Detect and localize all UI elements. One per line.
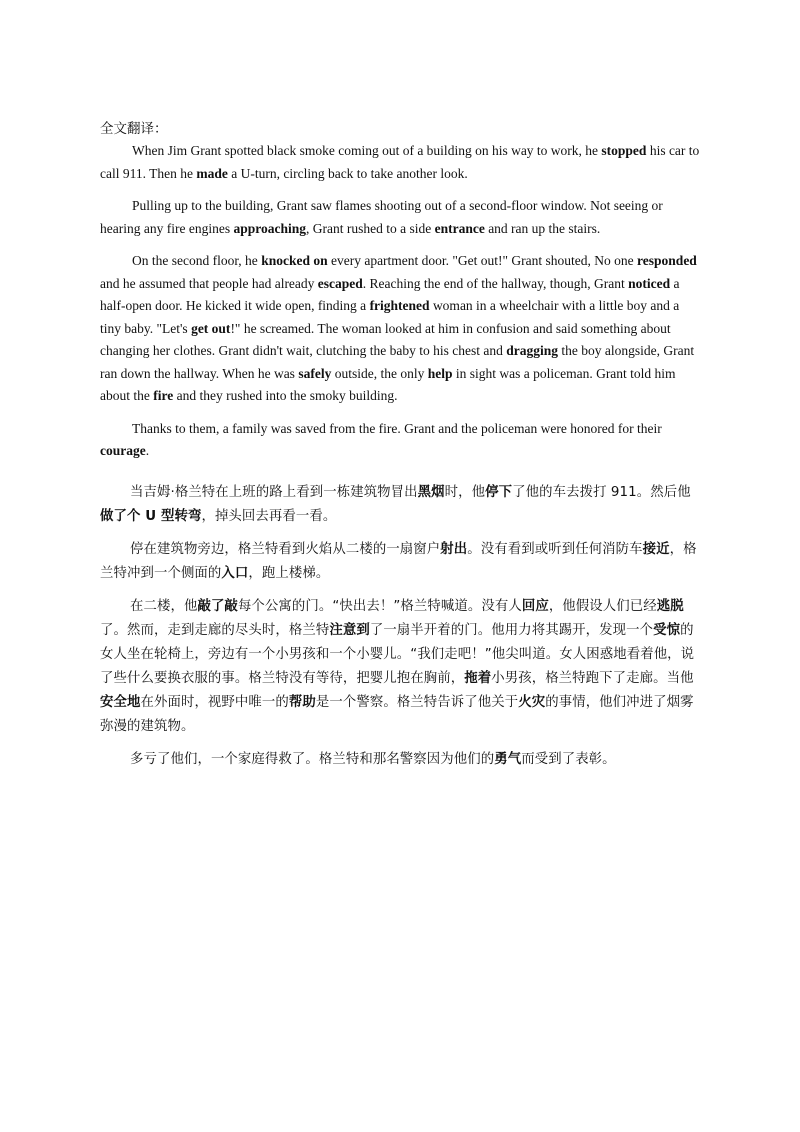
text-segment: ，跑上楼梯。: [248, 565, 330, 581]
text-segment: 小男孩，格兰特跑下了走廊。当他: [491, 670, 694, 686]
bold-keyword: safely: [298, 365, 332, 381]
bold-keyword: entrance: [434, 220, 485, 236]
document-page: [100, 118, 703, 781]
text-segment: woman in a wheelchair with a little boy and a tiny baby. "Let's: [100, 298, 683, 336]
text-segment: outside, the only: [331, 365, 428, 381]
text-segment: a U-turn, circling back to take another look.: [227, 165, 468, 181]
bold-keyword: 敲了敲: [197, 598, 238, 614]
text-segment: his car to call 911. Then he: [100, 143, 703, 181]
bold-keyword: noticed: [628, 275, 671, 291]
bold-keyword: escaped: [317, 275, 363, 291]
text-segment: 停在建筑物旁边，格兰特看到火焰从二楼的一扇窗户: [130, 541, 441, 557]
text-segment: 的女人坐在轮椅上，旁边有一个小男孩和一个小婴儿。“我们走吧！”他尖叫道。女人困惑地看着他，说了些什么要换衣服的事。格兰特没有等待，把婴儿抱在胸前，: [100, 622, 695, 686]
text-segment: 当吉姆·格兰特在上班的路上看到一栋建筑物冒出: [130, 484, 418, 500]
bold-keyword: 注意到: [329, 622, 370, 638]
chinese-paragraph-2: [100, 538, 700, 586]
bold-keyword: courage: [100, 443, 146, 458]
text-segment: On the second floor, he: [132, 253, 262, 268]
text-segment: 在外面时，视野中唯一的: [140, 694, 289, 710]
text-segment: 的事情，他们冲进了烟雾弥漫的建筑物。: [100, 694, 694, 734]
text-segment: Pulling up to the building, Grant saw flames shooting out of a second-floor window. Not seeing or hearing any fire engines: [100, 198, 667, 236]
bold-keyword: 勇气: [494, 751, 522, 767]
bold-keyword: dragging: [506, 343, 558, 358]
chinese-translation: [100, 481, 700, 772]
text-segment: ，掉头回去再看一看。: [201, 508, 337, 524]
text-segment: 了。然而，走到走廊的尽头时，格兰特: [100, 622, 330, 638]
text-segment: 。没有看到或听到任何消防车: [467, 541, 643, 557]
text-segment: When Jim Grant spotted black smoke coming out of a building on his way to work, he: [132, 143, 602, 158]
text-segment: !" he screamed. The woman looked at him in confusion and said something about changing her clothes. Grant didn't wait, clutching the baby to his chest and: [100, 320, 674, 358]
text-segment: every apartment door. "Get out!" Grant shouted, No one: [327, 253, 638, 268]
chinese-paragraph-3: [100, 595, 700, 739]
text-segment: 而受到了表彰。: [521, 751, 616, 767]
english-paragraph-4: [100, 418, 700, 463]
bold-keyword: 帮助: [288, 694, 316, 710]
bold-keyword: 接近: [642, 541, 670, 557]
bold-keyword: 入口: [221, 565, 249, 581]
text-segment: 是一个警察。格兰特告诉了他关于: [315, 694, 519, 710]
text-segment: .: [145, 443, 150, 458]
text-segment: 每个公寓的门。“快出去！”格兰特喊道。没有人: [237, 598, 522, 614]
chinese-paragraph-4: [100, 748, 700, 772]
text-segment: , Grant rushed to a side: [305, 220, 435, 236]
bold-keyword: get out: [191, 320, 231, 336]
bold-keyword: 拖着: [464, 670, 492, 686]
text-segment: Thanks to them, a family was saved from the fire. Grant and the policeman were honored for their: [132, 420, 666, 436]
bold-keyword: help: [427, 365, 453, 381]
bold-keyword: knocked on: [261, 253, 328, 268]
bold-keyword: approaching: [233, 220, 306, 236]
text-segment: 了一扇半开着的门。他用力将其踢开，发现一个: [369, 622, 654, 638]
text-segment: and he assumed that people had already: [100, 253, 701, 291]
bold-keyword: 射出: [440, 541, 468, 557]
english-paragraph-1: [100, 140, 703, 185]
translation-label: 全文翻译：: [100, 121, 168, 136]
chinese-paragraph-1: [100, 481, 700, 529]
bold-keyword: 回应: [521, 598, 549, 614]
text-segment: 在二楼，他: [130, 598, 198, 614]
bold-keyword: stopped: [601, 143, 647, 158]
bold-keyword: 安全地: [100, 694, 141, 710]
bold-keyword: made: [196, 165, 228, 181]
bold-keyword: 做了个 U 型转弯: [100, 508, 202, 524]
bold-keyword: frightened: [369, 298, 430, 313]
bold-keyword: fire: [153, 388, 174, 403]
english-paragraph-3: [100, 250, 700, 408]
bold-keyword: responded: [637, 253, 697, 268]
text-segment: ，格兰特冲到一个侧面的: [100, 541, 697, 581]
english-passage: [100, 140, 703, 463]
bold-keyword: 逃脱: [656, 598, 684, 614]
text-segment: a half-open door. He kicked it wide open, finding a: [100, 275, 683, 313]
bold-keyword: 黑烟: [417, 484, 445, 500]
text-segment: 多亏了他们，一个家庭得救了。格兰特和那名警察因为他们的: [130, 751, 495, 767]
bold-keyword: 停下: [485, 484, 513, 500]
text-segment: 了他的车去拨打 911。然后他: [512, 484, 691, 500]
text-segment: the boy alongside, Grant ran down the hallway. When he was: [100, 343, 698, 381]
text-segment: 时，他: [444, 484, 486, 500]
text-segment: and they rushed into the smoky building.: [173, 388, 398, 403]
bold-keyword: 受惊: [653, 622, 681, 638]
english-paragraph-2: [100, 195, 700, 240]
text-segment: and ran up the stairs.: [484, 220, 601, 236]
text-segment: in sight was a policeman. Grant told him about the: [100, 365, 679, 403]
bold-keyword: 火灾: [518, 694, 546, 710]
text-segment: . Reaching the end of the hallway, though, Grant: [362, 275, 629, 291]
text-segment: ，他假设人们已经: [548, 598, 657, 614]
